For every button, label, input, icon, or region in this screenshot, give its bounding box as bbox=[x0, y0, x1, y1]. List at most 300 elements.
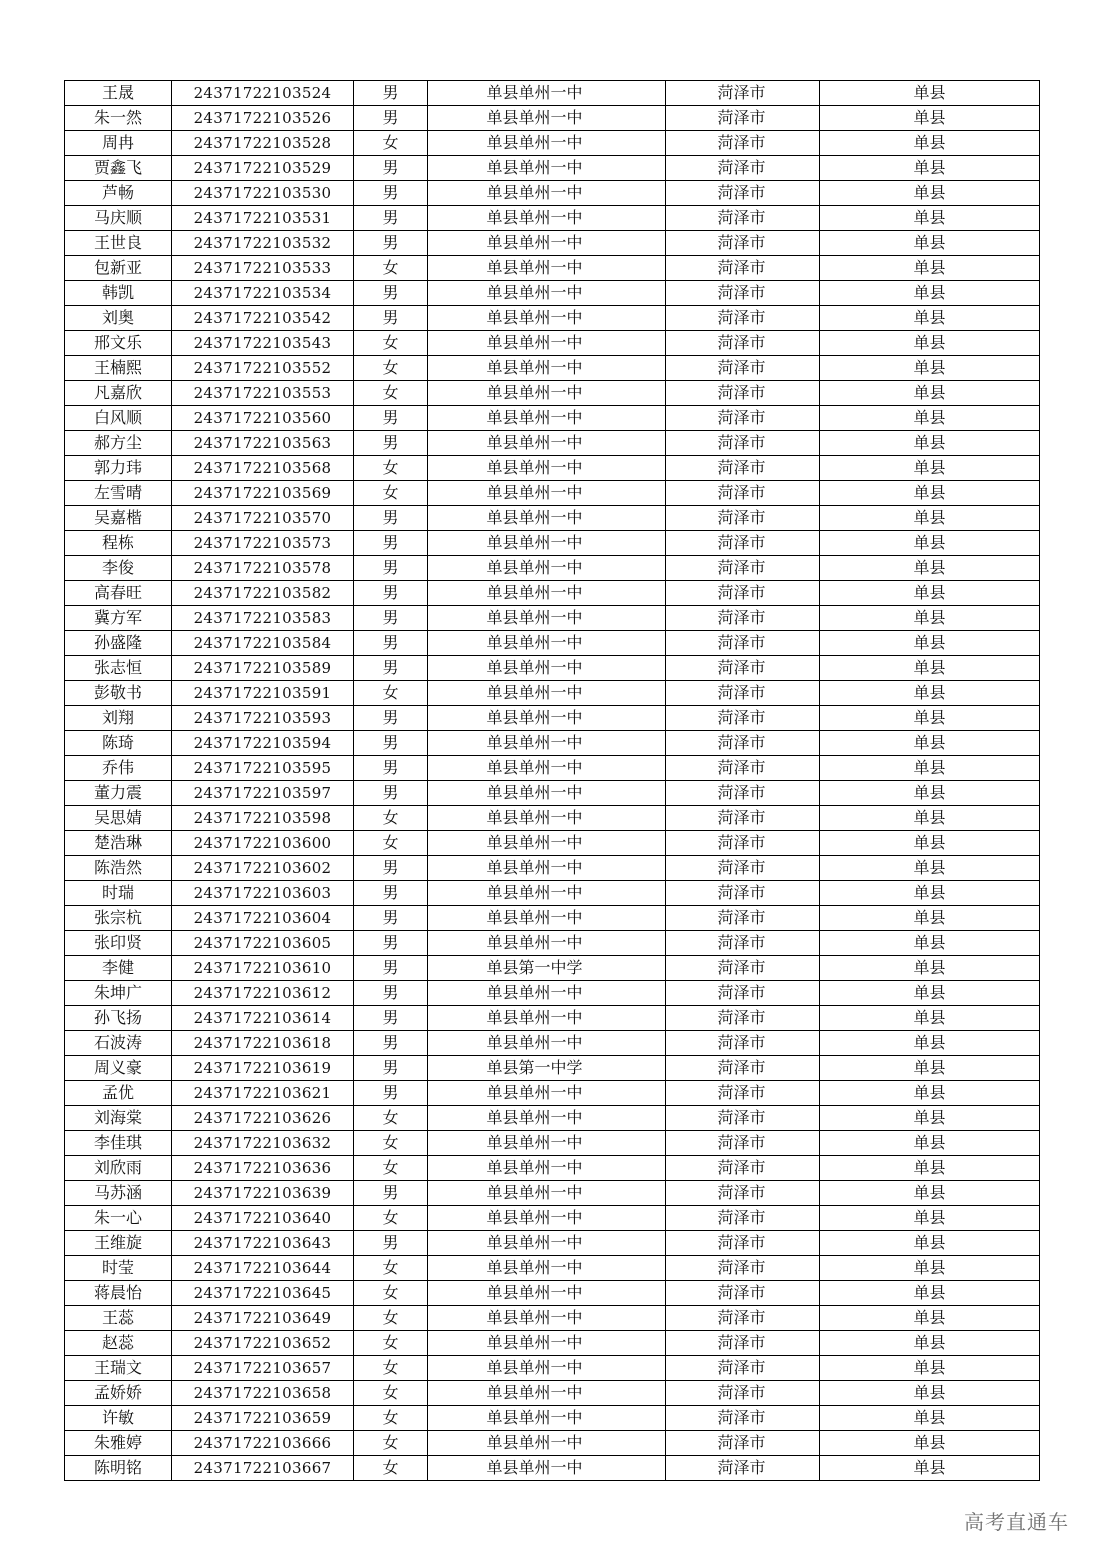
cell-city: 菏泽市 bbox=[666, 1281, 820, 1306]
table-row bbox=[65, 156, 1040, 181]
table-row bbox=[65, 1031, 1040, 1056]
cell-exam-id: 24371722103619 bbox=[172, 1056, 354, 1081]
cell-gender: 女 bbox=[354, 1156, 428, 1181]
cell-school: 单县单州一中 bbox=[428, 1106, 666, 1131]
cell-county: 单县 bbox=[820, 706, 1040, 731]
table-row bbox=[65, 1156, 1040, 1181]
table-row bbox=[65, 306, 1040, 331]
cell-student-name: 孙飞扬 bbox=[65, 1006, 172, 1031]
table-row bbox=[65, 906, 1040, 931]
cell-school: 单县单州一中 bbox=[428, 131, 666, 156]
cell-student-name: 刘翔 bbox=[65, 706, 172, 731]
cell-student-name: 张印贤 bbox=[65, 931, 172, 956]
cell-student-name: 李健 bbox=[65, 956, 172, 981]
cell-school: 单县单州一中 bbox=[428, 1231, 666, 1256]
cell-county: 单县 bbox=[820, 856, 1040, 881]
cell-gender: 男 bbox=[354, 406, 428, 431]
cell-exam-id: 24371722103573 bbox=[172, 531, 354, 556]
cell-school: 单县单州一中 bbox=[428, 156, 666, 181]
cell-county: 单县 bbox=[820, 1456, 1040, 1481]
cell-city: 菏泽市 bbox=[666, 1206, 820, 1231]
cell-gender: 男 bbox=[354, 881, 428, 906]
cell-school: 单县单州一中 bbox=[428, 1456, 666, 1481]
cell-city: 菏泽市 bbox=[666, 1106, 820, 1131]
cell-county: 单县 bbox=[820, 181, 1040, 206]
cell-exam-id: 24371722103533 bbox=[172, 256, 354, 281]
cell-school: 单县第一中学 bbox=[428, 1056, 666, 1081]
cell-school: 单县单州一中 bbox=[428, 256, 666, 281]
table-body bbox=[65, 81, 1040, 1481]
cell-student-name: 陈浩然 bbox=[65, 856, 172, 881]
cell-city: 菏泽市 bbox=[666, 106, 820, 131]
cell-gender: 女 bbox=[354, 1281, 428, 1306]
cell-exam-id: 24371722103594 bbox=[172, 731, 354, 756]
cell-gender: 男 bbox=[354, 856, 428, 881]
cell-school: 单县单州一中 bbox=[428, 1431, 666, 1456]
cell-school: 单县单州一中 bbox=[428, 1006, 666, 1031]
table-row bbox=[65, 1081, 1040, 1106]
cell-school: 单县单州一中 bbox=[428, 681, 666, 706]
cell-city: 菏泽市 bbox=[666, 331, 820, 356]
cell-gender: 男 bbox=[354, 931, 428, 956]
table-row bbox=[65, 256, 1040, 281]
cell-exam-id: 24371722103591 bbox=[172, 681, 354, 706]
cell-gender: 男 bbox=[354, 981, 428, 1006]
cell-county: 单县 bbox=[820, 1206, 1040, 1231]
cell-county: 单县 bbox=[820, 1181, 1040, 1206]
cell-school: 单县单州一中 bbox=[428, 1081, 666, 1106]
cell-student-name: 左雪晴 bbox=[65, 481, 172, 506]
cell-student-name: 高春旺 bbox=[65, 581, 172, 606]
cell-gender: 女 bbox=[354, 456, 428, 481]
cell-gender: 女 bbox=[354, 481, 428, 506]
cell-city: 菏泽市 bbox=[666, 81, 820, 106]
cell-city: 菏泽市 bbox=[666, 1256, 820, 1281]
cell-gender: 男 bbox=[354, 156, 428, 181]
table-row bbox=[65, 1381, 1040, 1406]
cell-exam-id: 24371722103605 bbox=[172, 931, 354, 956]
table-row bbox=[65, 606, 1040, 631]
cell-student-name: 董力震 bbox=[65, 781, 172, 806]
cell-city: 菏泽市 bbox=[666, 281, 820, 306]
cell-school: 单县单州一中 bbox=[428, 731, 666, 756]
cell-county: 单县 bbox=[820, 931, 1040, 956]
cell-student-name: 石波涛 bbox=[65, 1031, 172, 1056]
cell-city: 菏泽市 bbox=[666, 1381, 820, 1406]
table-row bbox=[65, 731, 1040, 756]
table-row bbox=[65, 481, 1040, 506]
cell-county: 单县 bbox=[820, 1331, 1040, 1356]
cell-student-name: 朱一然 bbox=[65, 106, 172, 131]
cell-student-name: 吴嘉楷 bbox=[65, 506, 172, 531]
cell-county: 单县 bbox=[820, 1131, 1040, 1156]
cell-exam-id: 24371722103610 bbox=[172, 956, 354, 981]
cell-student-name: 王世良 bbox=[65, 231, 172, 256]
cell-school: 单县单州一中 bbox=[428, 181, 666, 206]
cell-gender: 男 bbox=[354, 106, 428, 131]
cell-city: 菏泽市 bbox=[666, 1181, 820, 1206]
table-row bbox=[65, 506, 1040, 531]
cell-county: 单县 bbox=[820, 281, 1040, 306]
cell-city: 菏泽市 bbox=[666, 806, 820, 831]
cell-student-name: 朱坤广 bbox=[65, 981, 172, 1006]
cell-gender: 男 bbox=[354, 506, 428, 531]
cell-school: 单县单州一中 bbox=[428, 331, 666, 356]
cell-gender: 男 bbox=[354, 281, 428, 306]
table-row bbox=[65, 981, 1040, 1006]
table-row bbox=[65, 1231, 1040, 1256]
table-row bbox=[65, 656, 1040, 681]
cell-school: 单县单州一中 bbox=[428, 281, 666, 306]
cell-city: 菏泽市 bbox=[666, 1456, 820, 1481]
cell-school: 单县单州一中 bbox=[428, 1206, 666, 1231]
cell-gender: 女 bbox=[354, 131, 428, 156]
cell-county: 单县 bbox=[820, 731, 1040, 756]
cell-student-name: 郝方尘 bbox=[65, 431, 172, 456]
table-row bbox=[65, 456, 1040, 481]
cell-student-name: 孟娇娇 bbox=[65, 1381, 172, 1406]
table-row bbox=[65, 231, 1040, 256]
table-row bbox=[65, 281, 1040, 306]
cell-student-name: 陈明铭 bbox=[65, 1456, 172, 1481]
cell-city: 菏泽市 bbox=[666, 1131, 820, 1156]
cell-student-name: 凡嘉欣 bbox=[65, 381, 172, 406]
cell-exam-id: 24371722103598 bbox=[172, 806, 354, 831]
cell-school: 单县单州一中 bbox=[428, 831, 666, 856]
cell-student-name: 吴思婧 bbox=[65, 806, 172, 831]
cell-school: 单县第一中学 bbox=[428, 956, 666, 981]
cell-gender: 女 bbox=[354, 381, 428, 406]
cell-gender: 男 bbox=[354, 756, 428, 781]
cell-gender: 女 bbox=[354, 1381, 428, 1406]
cell-school: 单县单州一中 bbox=[428, 906, 666, 931]
cell-student-name: 白风顺 bbox=[65, 406, 172, 431]
cell-gender: 女 bbox=[354, 1356, 428, 1381]
table-row bbox=[65, 81, 1040, 106]
cell-city: 菏泽市 bbox=[666, 406, 820, 431]
cell-student-name: 王维旋 bbox=[65, 1231, 172, 1256]
cell-county: 单县 bbox=[820, 681, 1040, 706]
cell-gender: 男 bbox=[354, 231, 428, 256]
table-row bbox=[65, 831, 1040, 856]
cell-gender: 女 bbox=[354, 1331, 428, 1356]
cell-city: 菏泽市 bbox=[666, 1031, 820, 1056]
cell-school: 单县单州一中 bbox=[428, 1181, 666, 1206]
cell-school: 单县单州一中 bbox=[428, 481, 666, 506]
cell-school: 单县单州一中 bbox=[428, 356, 666, 381]
cell-exam-id: 24371722103529 bbox=[172, 156, 354, 181]
cell-exam-id: 24371722103612 bbox=[172, 981, 354, 1006]
cell-county: 单县 bbox=[820, 1056, 1040, 1081]
cell-exam-id: 24371722103644 bbox=[172, 1256, 354, 1281]
student-list-table bbox=[64, 80, 1040, 1481]
cell-gender: 男 bbox=[354, 556, 428, 581]
cell-exam-id: 24371722103600 bbox=[172, 831, 354, 856]
cell-student-name: 芦畅 bbox=[65, 181, 172, 206]
cell-school: 单县单州一中 bbox=[428, 631, 666, 656]
cell-county: 单县 bbox=[820, 556, 1040, 581]
cell-county: 单县 bbox=[820, 581, 1040, 606]
cell-county: 单县 bbox=[820, 631, 1040, 656]
table-row bbox=[65, 1431, 1040, 1456]
table-row bbox=[65, 331, 1040, 356]
cell-gender: 男 bbox=[354, 631, 428, 656]
cell-student-name: 乔伟 bbox=[65, 756, 172, 781]
cell-school: 单县单州一中 bbox=[428, 206, 666, 231]
cell-exam-id: 24371722103652 bbox=[172, 1331, 354, 1356]
cell-school: 单县单州一中 bbox=[428, 456, 666, 481]
cell-exam-id: 24371722103667 bbox=[172, 1456, 354, 1481]
table-row bbox=[65, 181, 1040, 206]
cell-student-name: 包新亚 bbox=[65, 256, 172, 281]
cell-city: 菏泽市 bbox=[666, 1156, 820, 1181]
cell-county: 单县 bbox=[820, 206, 1040, 231]
table-row bbox=[65, 206, 1040, 231]
cell-exam-id: 24371722103595 bbox=[172, 756, 354, 781]
table-row bbox=[65, 131, 1040, 156]
cell-city: 菏泽市 bbox=[666, 656, 820, 681]
cell-school: 单县单州一中 bbox=[428, 806, 666, 831]
cell-county: 单县 bbox=[820, 1156, 1040, 1181]
cell-exam-id: 24371722103643 bbox=[172, 1231, 354, 1256]
cell-county: 单县 bbox=[820, 1281, 1040, 1306]
cell-exam-id: 24371722103603 bbox=[172, 881, 354, 906]
table-row bbox=[65, 406, 1040, 431]
cell-exam-id: 24371722103614 bbox=[172, 1006, 354, 1031]
cell-exam-id: 24371722103632 bbox=[172, 1131, 354, 1156]
cell-gender: 男 bbox=[354, 956, 428, 981]
table-row bbox=[65, 381, 1040, 406]
cell-city: 菏泽市 bbox=[666, 981, 820, 1006]
cell-county: 单县 bbox=[820, 481, 1040, 506]
table-row bbox=[65, 356, 1040, 381]
cell-school: 单县单州一中 bbox=[428, 1381, 666, 1406]
cell-gender: 女 bbox=[354, 1431, 428, 1456]
cell-county: 单县 bbox=[820, 256, 1040, 281]
cell-city: 菏泽市 bbox=[666, 1081, 820, 1106]
cell-county: 单县 bbox=[820, 781, 1040, 806]
cell-city: 菏泽市 bbox=[666, 756, 820, 781]
cell-city: 菏泽市 bbox=[666, 856, 820, 881]
cell-gender: 男 bbox=[354, 531, 428, 556]
table-row bbox=[65, 706, 1040, 731]
cell-county: 单县 bbox=[820, 306, 1040, 331]
cell-student-name: 王瑞文 bbox=[65, 1356, 172, 1381]
cell-student-name: 王晟 bbox=[65, 81, 172, 106]
table-row bbox=[65, 581, 1040, 606]
cell-school: 单县单州一中 bbox=[428, 981, 666, 1006]
cell-gender: 女 bbox=[354, 1456, 428, 1481]
cell-student-name: 孙盛隆 bbox=[65, 631, 172, 656]
cell-county: 单县 bbox=[820, 1031, 1040, 1056]
cell-city: 菏泽市 bbox=[666, 131, 820, 156]
cell-city: 菏泽市 bbox=[666, 1356, 820, 1381]
cell-county: 单县 bbox=[820, 456, 1040, 481]
cell-school: 单县单州一中 bbox=[428, 931, 666, 956]
cell-gender: 男 bbox=[354, 206, 428, 231]
cell-exam-id: 24371722103534 bbox=[172, 281, 354, 306]
cell-county: 单县 bbox=[820, 1406, 1040, 1431]
table-row bbox=[65, 806, 1040, 831]
cell-county: 单县 bbox=[820, 1256, 1040, 1281]
cell-student-name: 许敏 bbox=[65, 1406, 172, 1431]
cell-gender: 男 bbox=[354, 81, 428, 106]
cell-city: 菏泽市 bbox=[666, 456, 820, 481]
cell-city: 菏泽市 bbox=[666, 556, 820, 581]
cell-gender: 男 bbox=[354, 431, 428, 456]
cell-exam-id: 24371722103584 bbox=[172, 631, 354, 656]
cell-exam-id: 24371722103568 bbox=[172, 456, 354, 481]
cell-county: 单县 bbox=[820, 831, 1040, 856]
cell-county: 单县 bbox=[820, 431, 1040, 456]
cell-county: 单县 bbox=[820, 606, 1040, 631]
cell-school: 单县单州一中 bbox=[428, 1281, 666, 1306]
table-row bbox=[65, 1206, 1040, 1231]
cell-gender: 女 bbox=[354, 1306, 428, 1331]
cell-city: 菏泽市 bbox=[666, 481, 820, 506]
cell-county: 单县 bbox=[820, 1231, 1040, 1256]
cell-gender: 男 bbox=[354, 656, 428, 681]
cell-city: 菏泽市 bbox=[666, 231, 820, 256]
cell-county: 单县 bbox=[820, 156, 1040, 181]
cell-school: 单县单州一中 bbox=[428, 881, 666, 906]
table-row bbox=[65, 1456, 1040, 1481]
cell-student-name: 时莹 bbox=[65, 1256, 172, 1281]
cell-county: 单县 bbox=[820, 1356, 1040, 1381]
cell-gender: 男 bbox=[354, 306, 428, 331]
cell-gender: 男 bbox=[354, 581, 428, 606]
cell-student-name: 马苏涵 bbox=[65, 1181, 172, 1206]
cell-city: 菏泽市 bbox=[666, 1431, 820, 1456]
table-row bbox=[65, 1281, 1040, 1306]
cell-exam-id: 24371722103593 bbox=[172, 706, 354, 731]
cell-school: 单县单州一中 bbox=[428, 431, 666, 456]
cell-city: 菏泽市 bbox=[666, 881, 820, 906]
cell-school: 单县单州一中 bbox=[428, 1156, 666, 1181]
cell-county: 单县 bbox=[820, 981, 1040, 1006]
cell-school: 单县单州一中 bbox=[428, 656, 666, 681]
cell-county: 单县 bbox=[820, 906, 1040, 931]
cell-gender: 男 bbox=[354, 1231, 428, 1256]
cell-exam-id: 24371722103659 bbox=[172, 1406, 354, 1431]
cell-student-name: 陈琦 bbox=[65, 731, 172, 756]
cell-gender: 男 bbox=[354, 1056, 428, 1081]
cell-gender: 男 bbox=[354, 181, 428, 206]
cell-county: 单县 bbox=[820, 1306, 1040, 1331]
cell-gender: 女 bbox=[354, 356, 428, 381]
cell-gender: 女 bbox=[354, 256, 428, 281]
table-row bbox=[65, 1006, 1040, 1031]
cell-exam-id: 24371722103552 bbox=[172, 356, 354, 381]
cell-city: 菏泽市 bbox=[666, 1006, 820, 1031]
cell-student-name: 彭敬书 bbox=[65, 681, 172, 706]
cell-student-name: 李佳琪 bbox=[65, 1131, 172, 1156]
cell-student-name: 刘奥 bbox=[65, 306, 172, 331]
cell-student-name: 楚浩琳 bbox=[65, 831, 172, 856]
cell-city: 菏泽市 bbox=[666, 956, 820, 981]
table-row bbox=[65, 1331, 1040, 1356]
cell-county: 单县 bbox=[820, 106, 1040, 131]
cell-county: 单县 bbox=[820, 356, 1040, 381]
cell-exam-id: 24371722103666 bbox=[172, 1431, 354, 1456]
cell-gender: 男 bbox=[354, 1081, 428, 1106]
cell-student-name: 冀方军 bbox=[65, 606, 172, 631]
table-row bbox=[65, 681, 1040, 706]
cell-county: 单县 bbox=[820, 656, 1040, 681]
cell-school: 单县单州一中 bbox=[428, 106, 666, 131]
cell-exam-id: 24371722103553 bbox=[172, 381, 354, 406]
cell-county: 单县 bbox=[820, 956, 1040, 981]
cell-city: 菏泽市 bbox=[666, 306, 820, 331]
cell-school: 单县单州一中 bbox=[428, 606, 666, 631]
cell-student-name: 赵蕊 bbox=[65, 1331, 172, 1356]
table-row bbox=[65, 1406, 1040, 1431]
cell-city: 菏泽市 bbox=[666, 381, 820, 406]
cell-city: 菏泽市 bbox=[666, 356, 820, 381]
cell-gender: 男 bbox=[354, 1181, 428, 1206]
cell-student-name: 邢文乐 bbox=[65, 331, 172, 356]
cell-gender: 男 bbox=[354, 1006, 428, 1031]
cell-gender: 男 bbox=[354, 706, 428, 731]
cell-exam-id: 24371722103602 bbox=[172, 856, 354, 881]
cell-city: 菏泽市 bbox=[666, 781, 820, 806]
cell-exam-id: 24371722103583 bbox=[172, 606, 354, 631]
cell-city: 菏泽市 bbox=[666, 206, 820, 231]
cell-exam-id: 24371722103526 bbox=[172, 106, 354, 131]
cell-student-name: 贾鑫飞 bbox=[65, 156, 172, 181]
cell-county: 单县 bbox=[820, 406, 1040, 431]
cell-county: 单县 bbox=[820, 806, 1040, 831]
cell-student-name: 马庆顺 bbox=[65, 206, 172, 231]
cell-exam-id: 24371722103528 bbox=[172, 131, 354, 156]
cell-city: 菏泽市 bbox=[666, 631, 820, 656]
cell-school: 单县单州一中 bbox=[428, 781, 666, 806]
cell-exam-id: 24371722103639 bbox=[172, 1181, 354, 1206]
cell-school: 单县单州一中 bbox=[428, 706, 666, 731]
cell-school: 单县单州一中 bbox=[428, 406, 666, 431]
cell-school: 单县单州一中 bbox=[428, 231, 666, 256]
cell-exam-id: 24371722103589 bbox=[172, 656, 354, 681]
cell-county: 单县 bbox=[820, 81, 1040, 106]
table-row bbox=[65, 756, 1040, 781]
cell-exam-id: 24371722103626 bbox=[172, 1106, 354, 1131]
cell-county: 单县 bbox=[820, 1081, 1040, 1106]
cell-gender: 男 bbox=[354, 781, 428, 806]
cell-gender: 女 bbox=[354, 1206, 428, 1231]
cell-school: 单县单州一中 bbox=[428, 756, 666, 781]
cell-county: 单县 bbox=[820, 881, 1040, 906]
cell-exam-id: 24371722103542 bbox=[172, 306, 354, 331]
cell-school: 单县单州一中 bbox=[428, 306, 666, 331]
cell-city: 菏泽市 bbox=[666, 1231, 820, 1256]
cell-student-name: 朱一心 bbox=[65, 1206, 172, 1231]
cell-exam-id: 24371722103543 bbox=[172, 331, 354, 356]
cell-gender: 女 bbox=[354, 1131, 428, 1156]
cell-city: 菏泽市 bbox=[666, 1306, 820, 1331]
cell-school: 单县单州一中 bbox=[428, 531, 666, 556]
cell-student-name: 蒋晨怡 bbox=[65, 1281, 172, 1306]
cell-exam-id: 24371722103531 bbox=[172, 206, 354, 231]
cell-exam-id: 24371722103563 bbox=[172, 431, 354, 456]
cell-school: 单县单州一中 bbox=[428, 581, 666, 606]
cell-exam-id: 24371722103649 bbox=[172, 1306, 354, 1331]
table-row bbox=[65, 1356, 1040, 1381]
cell-exam-id: 24371722103618 bbox=[172, 1031, 354, 1056]
cell-county: 单县 bbox=[820, 231, 1040, 256]
cell-city: 菏泽市 bbox=[666, 581, 820, 606]
table-row bbox=[65, 106, 1040, 131]
cell-student-name: 张宗杭 bbox=[65, 906, 172, 931]
